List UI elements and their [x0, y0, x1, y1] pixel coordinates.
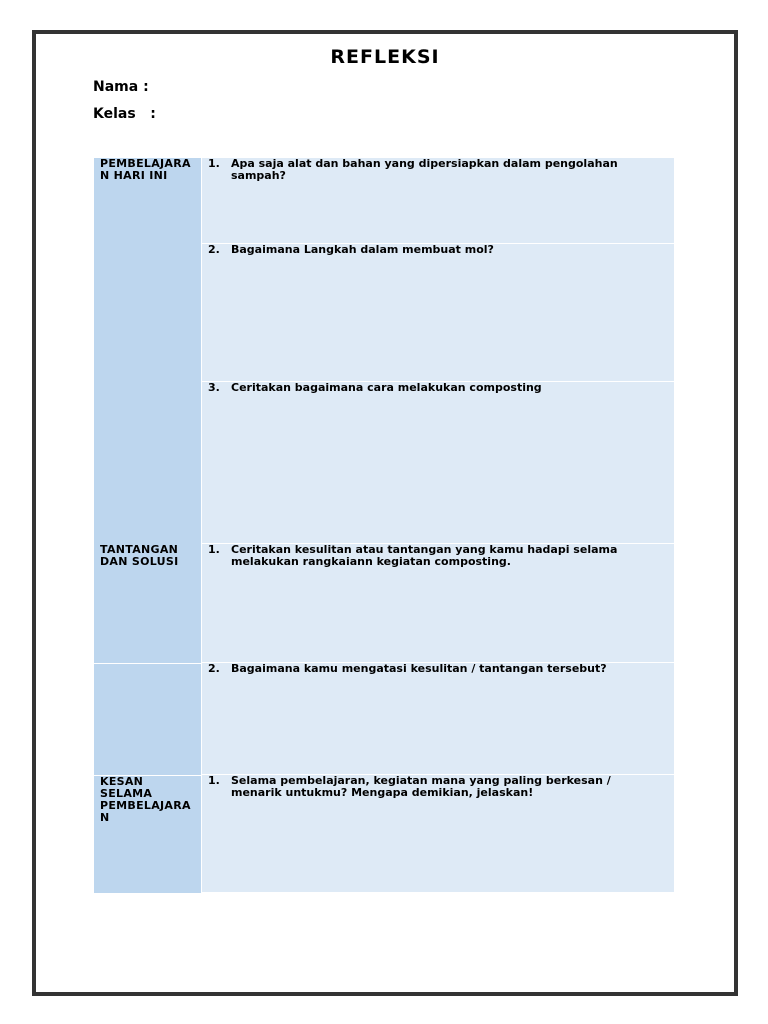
table-row [94, 775, 674, 893]
question-number: 2. [208, 662, 220, 675]
question-text: Bagaimana kamu mengatasi kesulitan / tantangan tersebut? [231, 662, 607, 675]
question-text: Apa saja alat dan bahan yang dipersiapkan dalam pengolahan sampah? [231, 157, 618, 182]
question-number: 3. [208, 381, 220, 394]
question-number: 1. [208, 543, 220, 556]
question-text: Selama pembelajaran, kegiatan mana yang paling berkesan / menarik untukmu? Mengapa demikian, jelaskan! [231, 774, 611, 799]
question-cell[interactable] [202, 244, 674, 382]
question-text: Ceritakan bagaimana cara melakukan composting [231, 381, 542, 394]
question-cell[interactable] [202, 158, 674, 244]
question-text: Ceritakan kesulitan atau tantangan yang kamu hadapi selama melakukan rangkaiann kegiatan composting. [231, 543, 618, 568]
section-label-continued [94, 244, 202, 382]
question-number: 1. [208, 157, 220, 170]
table-row [94, 158, 674, 244]
table-row [94, 544, 674, 663]
question-number: 2. [208, 243, 220, 256]
section-label-tantangan: TANTANGAN DAN SOLUSI [94, 544, 202, 663]
question-cell[interactable] [202, 382, 674, 544]
question-cell[interactable] [202, 663, 674, 775]
class-field-label: Kelas : [93, 106, 156, 122]
question-cell[interactable] [202, 544, 674, 663]
question-number: 1. [208, 774, 220, 787]
section-label-kesan: KESAN SELAMA PEMBELAJARA N [94, 775, 202, 893]
table-row [94, 382, 674, 544]
name-field-label: Nama : [93, 79, 149, 95]
question-text: Bagaimana Langkah dalam membuat mol? [231, 243, 494, 256]
worksheet-page [32, 30, 738, 996]
section-label-pembelajaran: PEMBELAJARA N HARI INI [94, 158, 202, 244]
page-title: REFLEKSI [330, 46, 440, 68]
reflection-table [94, 158, 674, 893]
section-label-continued [94, 382, 202, 544]
section-label-continued [94, 663, 202, 775]
question-cell[interactable] [202, 775, 674, 893]
table-row [94, 244, 674, 382]
table-row [94, 663, 674, 775]
